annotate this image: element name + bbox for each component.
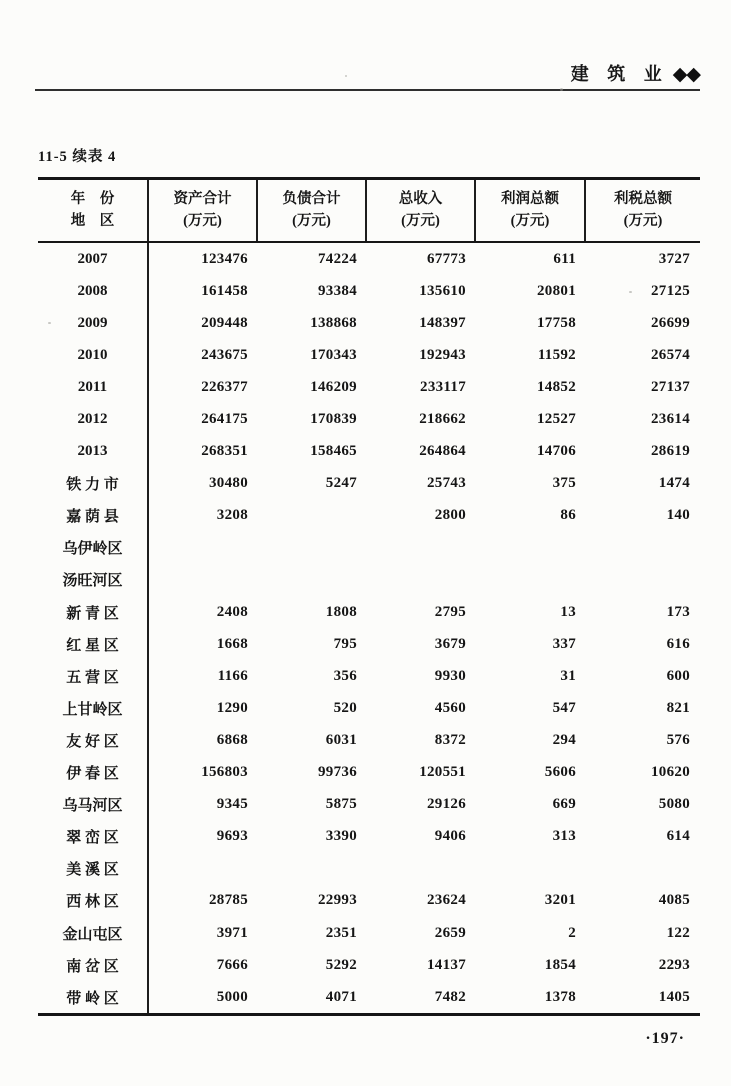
cell-value: 611 [553, 250, 576, 267]
row-label: 伊 春 区 [38, 757, 149, 789]
cell-value: 313 [552, 828, 576, 845]
cell-value: 5292 [325, 956, 357, 973]
cell-value: 6031 [325, 731, 357, 748]
scan-speck [629, 291, 632, 293]
cell-value: 1668 [216, 635, 248, 652]
table-row [38, 949, 700, 981]
cell-value: 3727 [658, 250, 690, 267]
table-row [38, 468, 700, 500]
column-header-line: 负债合计 [282, 191, 341, 208]
row-label: 铁 力 市 [38, 468, 149, 500]
row-label: 友 好 区 [38, 724, 149, 756]
table-row [38, 981, 700, 1013]
cell-value: 5080 [658, 796, 690, 813]
column-header-profit [476, 180, 586, 241]
cell-value: 5606 [544, 764, 576, 781]
cell-value: 27125 [651, 282, 690, 299]
cell-value: 3208 [216, 507, 248, 524]
cell-value: 1405 [658, 988, 690, 1005]
row-label: 五 营 区 [38, 660, 149, 692]
table-row [38, 500, 700, 532]
cell-value: 30480 [209, 475, 248, 492]
table-row [38, 885, 700, 917]
cell-value: 9693 [216, 828, 248, 845]
cell-value: 146209 [310, 378, 357, 395]
cell-value: 25743 [427, 475, 466, 492]
table-row [38, 403, 700, 435]
row-label: 乌伊岭区 [38, 532, 149, 564]
table-row [38, 757, 700, 789]
cell-value: 669 [552, 796, 576, 813]
cell-value: 7666 [216, 956, 248, 973]
table-row [38, 339, 700, 371]
cell-value: 2795 [434, 603, 466, 620]
row-label: 2008 [38, 275, 149, 307]
row-label: 2009 [38, 307, 149, 339]
row-label: 乌马河区 [38, 789, 149, 821]
cell-value: 209448 [201, 314, 248, 331]
cell-value: 4085 [658, 892, 690, 909]
cell-value: 5875 [325, 796, 357, 813]
row-label: 汤旺河区 [38, 564, 149, 596]
table-row [38, 917, 700, 949]
cell-value: 14137 [427, 956, 466, 973]
cell-value: 356 [333, 667, 357, 684]
table-header [38, 180, 700, 243]
cell-value: 158465 [310, 443, 357, 460]
cell-value: 4560 [434, 699, 466, 716]
cell-value: 138868 [310, 314, 357, 331]
row-label: 美 溪 区 [38, 853, 149, 885]
column-header-line: 年 份 [70, 191, 115, 208]
cell-value: 22993 [318, 892, 357, 909]
cell-value: 122 [666, 924, 690, 941]
row-label: 翠 峦 区 [38, 821, 149, 853]
table-row [38, 436, 700, 468]
row-label: 2007 [38, 243, 149, 275]
table-row [38, 596, 700, 628]
cell-value: 3390 [325, 828, 357, 845]
cell-value: 795 [333, 635, 357, 652]
cell-value: 74224 [318, 250, 357, 267]
row-label: 2012 [38, 403, 149, 435]
cell-value: 161458 [201, 282, 248, 299]
cell-value: 375 [552, 475, 576, 492]
cell-value: 3679 [434, 635, 466, 652]
cell-value: 12527 [537, 411, 576, 428]
table-row [38, 307, 700, 339]
cell-value: 3201 [544, 892, 576, 909]
table-row [38, 660, 700, 692]
cell-value: 1808 [325, 603, 357, 620]
cell-value: 600 [666, 667, 690, 684]
cell-value: 13 [560, 603, 576, 620]
cell-value: 170343 [310, 346, 357, 363]
cell-value: 6868 [216, 731, 248, 748]
cell-value: 614 [666, 828, 690, 845]
column-header-line: 地 区 [70, 213, 115, 229]
column-header-line: (万元) [510, 213, 550, 229]
cell-value: 20801 [537, 282, 576, 299]
cell-value: 28785 [209, 892, 248, 909]
cell-value: 26699 [651, 314, 690, 331]
column-header-revenue [367, 180, 476, 241]
row-label: 嘉 荫 县 [38, 500, 149, 532]
cell-value: 226377 [201, 378, 248, 395]
table-row [38, 532, 700, 564]
column-header-line: (万元) [292, 213, 331, 229]
table-row [38, 243, 700, 275]
cell-value: 17758 [537, 314, 576, 331]
cell-value: 1290 [216, 699, 248, 716]
cell-value: 2800 [434, 507, 466, 524]
row-label: 2010 [38, 339, 149, 371]
cell-value: 135610 [419, 282, 466, 299]
cell-value: 268351 [201, 443, 248, 460]
cell-value: 120551 [419, 764, 466, 781]
cell-value: 2659 [434, 924, 466, 941]
page-header [35, 60, 700, 91]
cell-value: 148397 [419, 314, 466, 331]
cell-value: 2 [568, 924, 576, 941]
cell-value: 11592 [537, 346, 576, 363]
cell-value: 99736 [318, 764, 357, 781]
scan-speck [560, 88, 563, 91]
cell-value: 8372 [434, 731, 466, 748]
section-title: 建 筑 业 [570, 64, 669, 84]
cell-value: 547 [552, 699, 576, 716]
column-header-line: 总收入 [398, 191, 443, 208]
column-header-line: 利税总额 [614, 191, 672, 208]
cell-value: 9406 [434, 828, 466, 845]
scan-speck [345, 75, 347, 77]
row-label: 上甘岭区 [38, 692, 149, 724]
column-header-profit-tax [586, 180, 700, 241]
table-row [38, 628, 700, 660]
cell-value: 14706 [537, 443, 576, 460]
cell-value: 264175 [201, 411, 248, 428]
cell-value: 520 [333, 699, 357, 716]
column-header-region [38, 180, 149, 241]
diamond-icon: ◆◆ [672, 64, 700, 85]
row-label: 金山屯区 [38, 917, 149, 949]
column-header-line: (万元) [401, 213, 440, 229]
cell-value: 123476 [201, 250, 248, 267]
cell-value: 93384 [318, 282, 357, 299]
cell-value: 821 [666, 699, 690, 716]
cell-value: 9345 [216, 796, 248, 813]
table-row [38, 853, 700, 885]
column-header-line: 利润总额 [501, 191, 559, 208]
table-row [38, 821, 700, 853]
cell-value: 192943 [419, 346, 466, 363]
cell-value: 27137 [651, 378, 690, 395]
table-row [38, 789, 700, 821]
cell-value: 173 [666, 603, 690, 620]
cell-value: 233117 [420, 378, 466, 395]
cell-value: 86 [560, 507, 576, 524]
cell-value: 264864 [419, 443, 466, 460]
cell-value: 10620 [651, 764, 690, 781]
cell-value: 616 [666, 635, 690, 652]
cell-value: 2351 [325, 924, 357, 941]
data-table [38, 177, 700, 1016]
cell-value: 294 [552, 731, 576, 748]
table-row [38, 275, 700, 307]
row-label: 新 青 区 [38, 596, 149, 628]
row-label: 2013 [38, 436, 149, 468]
cell-value: 1854 [544, 956, 576, 973]
cell-value: 5247 [325, 475, 357, 492]
row-label: 西 林 区 [38, 885, 149, 917]
cell-value: 3971 [216, 924, 248, 941]
cell-value: 1166 [217, 667, 248, 684]
cell-value: 2293 [658, 956, 690, 973]
table-row [38, 371, 700, 403]
cell-value: 576 [666, 731, 690, 748]
cell-value: 67773 [427, 250, 466, 267]
cell-value: 243675 [201, 346, 248, 363]
cell-value: 156803 [201, 764, 248, 781]
cell-value: 23624 [427, 892, 466, 909]
cell-value: 140 [666, 507, 690, 524]
table-body [38, 243, 700, 1016]
cell-value: 14852 [537, 378, 576, 395]
column-header-liabilities [258, 180, 367, 241]
cell-value: 2408 [216, 603, 248, 620]
cell-value: 1474 [658, 475, 690, 492]
cell-value: 28619 [651, 443, 690, 460]
cell-value: 9930 [434, 667, 466, 684]
row-label: 红 星 区 [38, 628, 149, 660]
row-label: 南 岔 区 [38, 949, 149, 981]
table-caption: 11-5 续表 4 [38, 149, 117, 165]
cell-value: 29126 [427, 796, 466, 813]
cell-value: 7482 [434, 988, 466, 1005]
column-header-line: (万元) [183, 213, 222, 229]
page-number: ·197· [645, 1030, 685, 1047]
table-row [38, 564, 700, 596]
cell-value: 4071 [325, 988, 357, 1005]
row-label: 带 岭 区 [38, 981, 149, 1013]
cell-value: 337 [552, 635, 576, 652]
table-row [38, 692, 700, 724]
column-header-line: (万元) [623, 213, 663, 229]
row-label: 2011 [38, 371, 149, 403]
cell-value: 31 [560, 667, 576, 684]
cell-value: 26574 [651, 346, 690, 363]
cell-value: 5000 [216, 988, 248, 1005]
cell-value: 23614 [651, 411, 690, 428]
table-row [38, 724, 700, 756]
column-header-line: 资产合计 [173, 191, 232, 208]
cell-value: 218662 [419, 411, 466, 428]
cell-value: 170839 [310, 411, 357, 428]
column-header-assets [149, 180, 258, 241]
scan-speck [48, 322, 51, 324]
cell-value: 1378 [544, 988, 576, 1005]
